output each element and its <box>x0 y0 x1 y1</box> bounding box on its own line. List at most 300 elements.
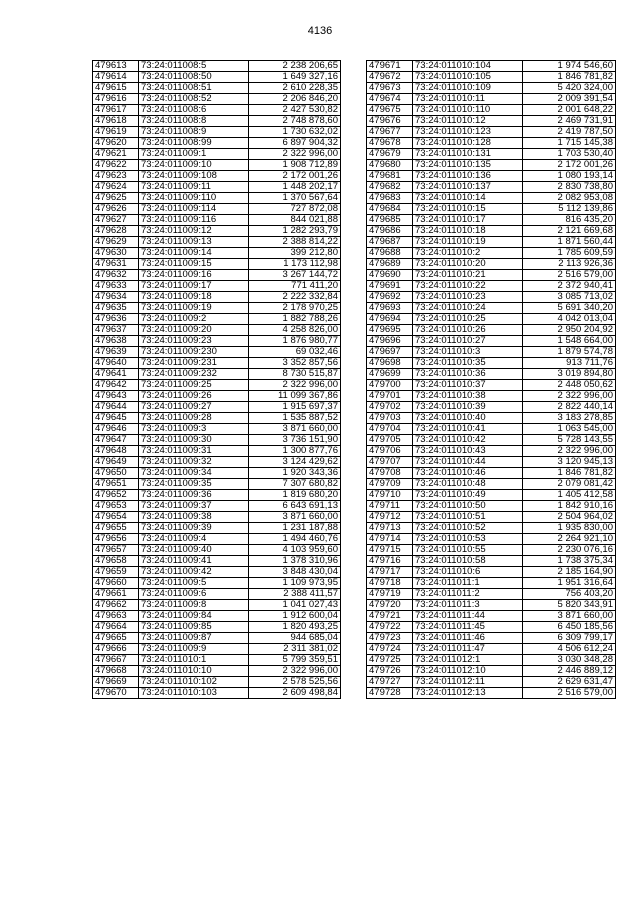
cadastral-value: 3 267 144,72 <box>249 270 341 281</box>
row-number: 479685 <box>367 215 413 226</box>
row-number: 479664 <box>93 622 139 633</box>
cadastral-number: 73:24:011011:3 <box>413 600 523 611</box>
cadastral-value: 1 882 788,26 <box>249 314 341 325</box>
cadastral-value: 5 691 340,20 <box>523 303 616 314</box>
cadastral-value: 913 711,76 <box>523 358 616 369</box>
cadastral-value: 2 001 648,22 <box>523 105 616 116</box>
row-number: 479632 <box>93 270 139 281</box>
cadastral-value: 1 173 112,98 <box>249 259 341 270</box>
table-row <box>93 611 341 622</box>
cadastral-value: 2 322 996,00 <box>523 391 616 402</box>
cadastral-number: 73:24:011010:135 <box>413 160 523 171</box>
row-number: 479702 <box>367 402 413 413</box>
cadastral-number: 73:24:011009:42 <box>139 567 249 578</box>
cadastral-number: 73:24:011009:13 <box>139 237 249 248</box>
row-number: 479684 <box>367 204 413 215</box>
row-number: 479661 <box>93 589 139 600</box>
table-row <box>93 336 341 347</box>
row-number: 479649 <box>93 457 139 468</box>
cadastral-value: 844 021,88 <box>249 215 341 226</box>
table-row <box>93 578 341 589</box>
table-row <box>93 644 341 655</box>
cadastral-number: 73:24:011010:39 <box>413 402 523 413</box>
cadastral-value: 1 300 877,76 <box>249 446 341 457</box>
table-row <box>367 116 616 127</box>
table-row <box>93 391 341 402</box>
cadastral-number: 73:24:011009:232 <box>139 369 249 380</box>
cadastral-number: 73:24:011009:41 <box>139 556 249 567</box>
cadastral-number: 73:24:011009:17 <box>139 281 249 292</box>
cadastral-value: 1 063 545,00 <box>523 424 616 435</box>
cadastral-number: 73:24:011010:3 <box>413 347 523 358</box>
table-row <box>367 215 616 226</box>
row-number: 479717 <box>367 567 413 578</box>
cadastral-number: 73:24:011009:37 <box>139 501 249 512</box>
table-row <box>367 600 616 611</box>
row-number: 479674 <box>367 94 413 105</box>
cadastral-value: 756 403,20 <box>523 589 616 600</box>
table-row <box>93 116 341 127</box>
row-number: 479700 <box>367 380 413 391</box>
row-number: 479722 <box>367 622 413 633</box>
cadastral-number: 73:24:011010:36 <box>413 369 523 380</box>
row-number: 479680 <box>367 160 413 171</box>
row-number: 479677 <box>367 127 413 138</box>
row-number: 479637 <box>93 325 139 336</box>
cadastral-value: 1 871 560,44 <box>523 237 616 248</box>
cadastral-value: 6 309 799,17 <box>523 633 616 644</box>
cadastral-number: 73:24:011010:44 <box>413 457 523 468</box>
cadastral-number: 73:24:011010:40 <box>413 413 523 424</box>
table-row <box>93 468 341 479</box>
row-number: 479727 <box>367 677 413 688</box>
cadastral-value: 4 042 013,04 <box>523 314 616 325</box>
table-row <box>93 138 341 149</box>
cadastral-number: 73:24:011010:55 <box>413 545 523 556</box>
cadastral-number: 73:24:011010:38 <box>413 391 523 402</box>
cadastral-value: 2 322 996,00 <box>249 666 341 677</box>
cadastral-value: 2 388 814,22 <box>249 237 341 248</box>
row-number: 479672 <box>367 72 413 83</box>
table-row <box>367 336 616 347</box>
cadastral-number: 73:24:011010:58 <box>413 556 523 567</box>
row-number: 479724 <box>367 644 413 655</box>
row-number: 479708 <box>367 468 413 479</box>
row-number: 479694 <box>367 314 413 325</box>
table-row <box>367 501 616 512</box>
cadastral-number: 73:24:011010:14 <box>413 193 523 204</box>
table-row <box>367 83 616 94</box>
table-row <box>367 468 616 479</box>
table-row <box>93 149 341 160</box>
table-row <box>367 347 616 358</box>
table-row <box>93 83 341 94</box>
table-row <box>93 358 341 369</box>
cadastral-value: 2 222 332,84 <box>249 292 341 303</box>
row-number: 479705 <box>367 435 413 446</box>
cadastral-number: 73:24:011009:116 <box>139 215 249 226</box>
cadastral-value: 2 178 970,25 <box>249 303 341 314</box>
row-number: 479653 <box>93 501 139 512</box>
cadastral-number: 73:24:011010:21 <box>413 270 523 281</box>
row-number: 479699 <box>367 369 413 380</box>
cadastral-value: 1 405 412,58 <box>523 490 616 501</box>
table-row <box>367 72 616 83</box>
table-row <box>93 259 341 270</box>
table-row <box>367 413 616 424</box>
cadastral-number: 73:24:011008:6 <box>139 105 249 116</box>
cadastral-number: 73:24:011009:4 <box>139 534 249 545</box>
cadastral-number: 73:24:011012:1 <box>413 655 523 666</box>
cadastral-value: 2 322 996,00 <box>249 149 341 160</box>
cadastral-number: 73:24:011010:20 <box>413 259 523 270</box>
row-number: 479673 <box>367 83 413 94</box>
cadastral-number: 73:24:011010:24 <box>413 303 523 314</box>
cadastral-number: 73:24:011009:15 <box>139 259 249 270</box>
row-number: 479620 <box>93 138 139 149</box>
cadastral-number: 73:24:011009:6 <box>139 589 249 600</box>
cadastral-number: 73:24:011010:41 <box>413 424 523 435</box>
cadastral-number: 73:24:011009:12 <box>139 226 249 237</box>
cadastral-number: 73:24:011009:3 <box>139 424 249 435</box>
cadastral-value: 6 897 904,32 <box>249 138 341 149</box>
cadastral-number: 73:24:011009:36 <box>139 490 249 501</box>
table-row <box>93 314 341 325</box>
table-row <box>93 655 341 666</box>
row-number: 479715 <box>367 545 413 556</box>
cadastral-value: 3 352 857,56 <box>249 358 341 369</box>
table-row <box>93 127 341 138</box>
table-row <box>93 512 341 523</box>
row-number: 479725 <box>367 655 413 666</box>
cadastral-number: 73:24:011010:48 <box>413 479 523 490</box>
cadastral-number: 73:24:011010:6 <box>413 567 523 578</box>
table-row <box>367 138 616 149</box>
cadastral-number: 73:24:011009:16 <box>139 270 249 281</box>
table-row <box>367 589 616 600</box>
table-row <box>367 424 616 435</box>
cadastral-number: 73:24:011009:23 <box>139 336 249 347</box>
cadastral-number: 73:24:011011:44 <box>413 611 523 622</box>
row-number: 479666 <box>93 644 139 655</box>
cadastral-number: 73:24:011008:50 <box>139 72 249 83</box>
table-row <box>367 479 616 490</box>
cadastral-number: 73:24:011010:128 <box>413 138 523 149</box>
table-row <box>93 677 341 688</box>
cadastral-value: 1 974 546,60 <box>523 61 616 72</box>
cadastral-value: 1 820 493,25 <box>249 622 341 633</box>
cadastral-value: 5 728 143,55 <box>523 435 616 446</box>
cadastral-value: 3 019 894,80 <box>523 369 616 380</box>
cadastral-number: 73:24:011009:85 <box>139 622 249 633</box>
cadastral-number: 73:24:011010:2 <box>413 248 523 259</box>
row-number: 479681 <box>367 171 413 182</box>
cadastral-value: 2 230 076,16 <box>523 545 616 556</box>
cadastral-value: 2 322 996,00 <box>523 446 616 457</box>
registry-table-left <box>92 60 341 699</box>
row-number: 479642 <box>93 380 139 391</box>
table-row <box>93 490 341 501</box>
table-row <box>367 171 616 182</box>
cadastral-number: 73:24:011009:10 <box>139 160 249 171</box>
cadastral-number: 73:24:011009:31 <box>139 446 249 457</box>
table-row <box>367 127 616 138</box>
row-number: 479615 <box>93 83 139 94</box>
table-row <box>93 622 341 633</box>
row-number: 479645 <box>93 413 139 424</box>
cadastral-number: 73:24:011010:50 <box>413 501 523 512</box>
table-row <box>367 567 616 578</box>
cadastral-number: 73:24:011009:25 <box>139 380 249 391</box>
cadastral-value: 2 311 381,02 <box>249 644 341 655</box>
row-number: 479654 <box>93 512 139 523</box>
cadastral-number: 73:24:011010:17 <box>413 215 523 226</box>
row-number: 479659 <box>93 567 139 578</box>
cadastral-value: 2 121 669,68 <box>523 226 616 237</box>
table-row <box>367 303 616 314</box>
row-number: 479693 <box>367 303 413 314</box>
cadastral-value: 1 494 460,76 <box>249 534 341 545</box>
cadastral-value: 4 103 959,60 <box>249 545 341 556</box>
cadastral-number: 73:24:011009:14 <box>139 248 249 259</box>
table-row <box>93 545 341 556</box>
cadastral-number: 73:24:011010:102 <box>139 677 249 688</box>
row-number: 479652 <box>93 490 139 501</box>
row-number: 479711 <box>367 501 413 512</box>
cadastral-number: 73:24:011009:19 <box>139 303 249 314</box>
table-row <box>93 171 341 182</box>
cadastral-value: 944 685,04 <box>249 633 341 644</box>
table-row <box>93 446 341 457</box>
cadastral-number: 73:24:011010:18 <box>413 226 523 237</box>
table-row <box>367 325 616 336</box>
cadastral-number: 73:24:011010:1 <box>139 655 249 666</box>
cadastral-value: 399 212,80 <box>249 248 341 259</box>
cadastral-number: 73:24:011010:51 <box>413 512 523 523</box>
cadastral-value: 1 738 375,34 <box>523 556 616 567</box>
cadastral-value: 3 871 660,00 <box>249 512 341 523</box>
cadastral-value: 1 951 316,64 <box>523 578 616 589</box>
cadastral-value: 1 846 781,82 <box>523 72 616 83</box>
cadastral-value: 2 372 940,41 <box>523 281 616 292</box>
cadastral-value: 6 643 691,13 <box>249 501 341 512</box>
table-row <box>367 160 616 171</box>
cadastral-value: 2 264 921,10 <box>523 534 616 545</box>
row-number: 479719 <box>367 589 413 600</box>
row-number: 479636 <box>93 314 139 325</box>
row-number: 479631 <box>93 259 139 270</box>
cadastral-number: 73:24:011009:35 <box>139 479 249 490</box>
cadastral-value: 2 609 498,84 <box>249 688 341 699</box>
cadastral-number: 73:24:011010:103 <box>139 688 249 699</box>
table-row <box>367 380 616 391</box>
cadastral-value: 2 610 228,35 <box>249 83 341 94</box>
cadastral-number: 73:24:011009:30 <box>139 435 249 446</box>
row-number: 479647 <box>93 435 139 446</box>
row-number: 479670 <box>93 688 139 699</box>
cadastral-number: 73:24:011011:47 <box>413 644 523 655</box>
table-row <box>367 149 616 160</box>
row-number: 479641 <box>93 369 139 380</box>
table-row <box>93 633 341 644</box>
table-row <box>367 237 616 248</box>
row-number: 479687 <box>367 237 413 248</box>
table-row <box>367 644 616 655</box>
row-number: 479712 <box>367 512 413 523</box>
table-row <box>93 292 341 303</box>
row-number: 479713 <box>367 523 413 534</box>
row-number: 479622 <box>93 160 139 171</box>
cadastral-number: 73:24:011009:230 <box>139 347 249 358</box>
cadastral-number: 73:24:011010:104 <box>413 61 523 72</box>
table-row <box>367 611 616 622</box>
cadastral-number: 73:24:011011:1 <box>413 578 523 589</box>
table-row <box>93 567 341 578</box>
table-row <box>93 204 341 215</box>
cadastral-value: 3 030 348,28 <box>523 655 616 666</box>
table-row <box>93 402 341 413</box>
cadastral-value: 5 799 359,51 <box>249 655 341 666</box>
row-number: 479723 <box>367 633 413 644</box>
cadastral-number: 73:24:011009:110 <box>139 193 249 204</box>
cadastral-number: 73:24:011010:109 <box>413 83 523 94</box>
cadastral-value: 3 120 945,13 <box>523 457 616 468</box>
cadastral-value: 2 446 889,12 <box>523 666 616 677</box>
row-number: 479682 <box>367 182 413 193</box>
cadastral-value: 1 819 680,20 <box>249 490 341 501</box>
cadastral-number: 73:24:011011:2 <box>413 589 523 600</box>
row-number: 479618 <box>93 116 139 127</box>
row-number: 479698 <box>367 358 413 369</box>
row-number: 479619 <box>93 127 139 138</box>
table-row <box>367 248 616 259</box>
row-number: 479655 <box>93 523 139 534</box>
cadastral-value: 1 548 664,00 <box>523 336 616 347</box>
table-row <box>367 292 616 303</box>
row-number: 479628 <box>93 226 139 237</box>
table-row <box>93 435 341 446</box>
cadastral-value: 4 258 826,00 <box>249 325 341 336</box>
cadastral-value: 3 085 713,02 <box>523 292 616 303</box>
cadastral-number: 73:24:011012:10 <box>413 666 523 677</box>
cadastral-number: 73:24:011009:20 <box>139 325 249 336</box>
row-number: 479686 <box>367 226 413 237</box>
cadastral-number: 73:24:011009:1 <box>139 149 249 160</box>
cadastral-number: 73:24:011010:42 <box>413 435 523 446</box>
cadastral-number: 73:24:011008:99 <box>139 138 249 149</box>
row-number: 479614 <box>93 72 139 83</box>
row-number: 479626 <box>93 204 139 215</box>
row-number: 479638 <box>93 336 139 347</box>
cadastral-value: 3 736 151,90 <box>249 435 341 446</box>
row-number: 479663 <box>93 611 139 622</box>
cadastral-value: 8 730 515,87 <box>249 369 341 380</box>
table-row <box>93 666 341 677</box>
table-row <box>367 435 616 446</box>
table-row <box>93 380 341 391</box>
table-row <box>367 391 616 402</box>
cadastral-value: 1 041 027,43 <box>249 600 341 611</box>
cadastral-value: 1 535 887,52 <box>249 413 341 424</box>
cadastral-value: 3 124 429,62 <box>249 457 341 468</box>
row-number: 479662 <box>93 600 139 611</box>
table-row <box>93 182 341 193</box>
cadastral-number: 73:24:011009:2 <box>139 314 249 325</box>
cadastral-number: 73:24:011010:26 <box>413 325 523 336</box>
cadastral-value: 1 080 193,14 <box>523 171 616 182</box>
row-number: 479627 <box>93 215 139 226</box>
cadastral-number: 73:24:011010:37 <box>413 380 523 391</box>
cadastral-value: 1 231 187,88 <box>249 523 341 534</box>
table-row <box>93 61 341 72</box>
row-number: 479640 <box>93 358 139 369</box>
table-row <box>93 281 341 292</box>
table-row <box>367 457 616 468</box>
row-number: 479667 <box>93 655 139 666</box>
cadastral-value: 1 109 973,95 <box>249 578 341 589</box>
table-row <box>93 534 341 545</box>
cadastral-number: 73:24:011008:51 <box>139 83 249 94</box>
row-number: 479648 <box>93 446 139 457</box>
cadastral-number: 73:24:011010:11 <box>413 94 523 105</box>
cadastral-value: 2 830 738,80 <box>523 182 616 193</box>
cadastral-value: 5 420 324,00 <box>523 83 616 94</box>
cadastral-number: 73:24:011010:10 <box>139 666 249 677</box>
cadastral-number: 73:24:011010:46 <box>413 468 523 479</box>
table-row <box>93 347 341 358</box>
row-number: 479665 <box>93 633 139 644</box>
table-row <box>367 633 616 644</box>
row-number: 479676 <box>367 116 413 127</box>
row-number: 479657 <box>93 545 139 556</box>
row-number: 479669 <box>93 677 139 688</box>
row-number: 479721 <box>367 611 413 622</box>
cadastral-value: 1 935 830,00 <box>523 523 616 534</box>
table-row <box>93 424 341 435</box>
table-row <box>367 622 616 633</box>
row-number: 479683 <box>367 193 413 204</box>
cadastral-number: 73:24:011010:137 <box>413 182 523 193</box>
table-row <box>367 545 616 556</box>
table-row <box>93 270 341 281</box>
table-row <box>93 369 341 380</box>
cadastral-number: 73:24:011009:38 <box>139 512 249 523</box>
cadastral-value: 771 411,20 <box>249 281 341 292</box>
cadastral-value: 5 820 343,91 <box>523 600 616 611</box>
table-row <box>367 358 616 369</box>
table-row <box>367 281 616 292</box>
row-number: 479675 <box>367 105 413 116</box>
table-row <box>93 237 341 248</box>
cadastral-value: 3 871 660,00 <box>249 424 341 435</box>
cadastral-number: 73:24:011010:19 <box>413 237 523 248</box>
row-number: 479644 <box>93 402 139 413</box>
row-number: 479695 <box>367 325 413 336</box>
cadastral-value: 1 785 609,59 <box>523 248 616 259</box>
row-number: 479625 <box>93 193 139 204</box>
row-number: 479689 <box>367 259 413 270</box>
cadastral-value: 2 113 926,36 <box>523 259 616 270</box>
cadastral-number: 73:24:011009:5 <box>139 578 249 589</box>
cadastral-value: 727 872,08 <box>249 204 341 215</box>
row-number: 479710 <box>367 490 413 501</box>
table-row <box>93 556 341 567</box>
cadastral-number: 73:24:011010:105 <box>413 72 523 83</box>
row-number: 479720 <box>367 600 413 611</box>
cadastral-number: 73:24:011010:35 <box>413 358 523 369</box>
row-number: 479656 <box>93 534 139 545</box>
row-number: 479726 <box>367 666 413 677</box>
